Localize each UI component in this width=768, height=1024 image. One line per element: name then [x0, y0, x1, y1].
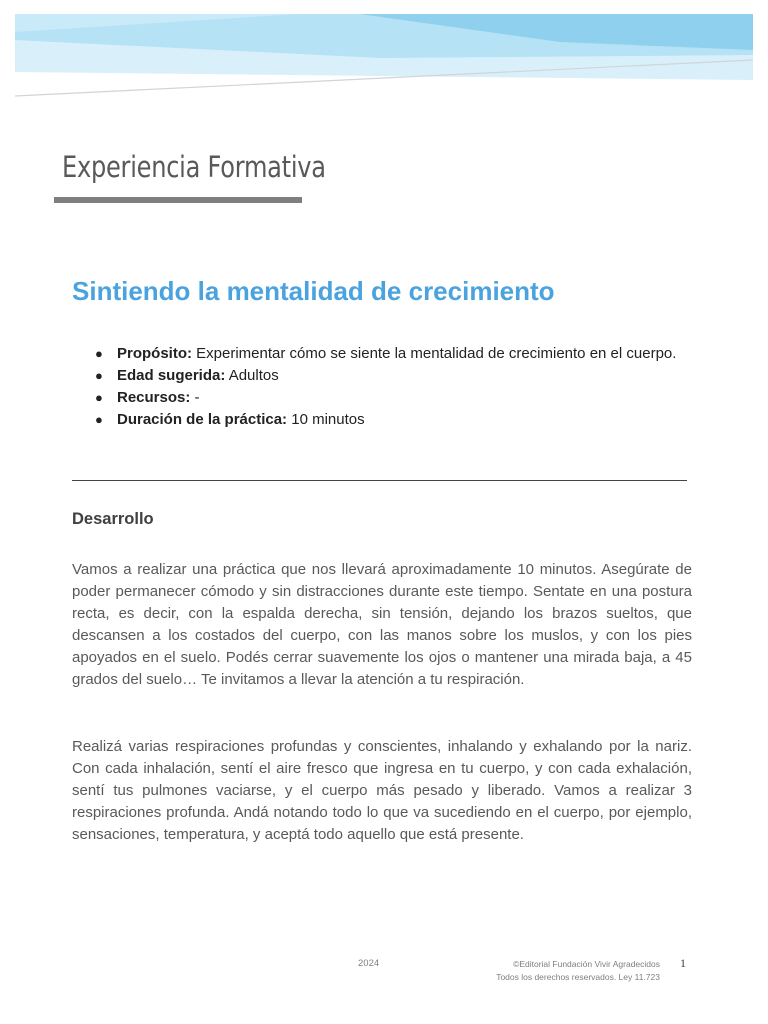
bullet-icon: ● — [95, 368, 103, 383]
detail-item-age — [95, 365, 695, 387]
bullet-icon: ● — [95, 412, 103, 427]
detail-item-resources — [95, 387, 695, 409]
bullet-icon: ● — [95, 346, 103, 361]
page-number: 1 — [680, 956, 686, 970]
section-header-title: Experiencia Formativa — [62, 150, 326, 184]
footer-copyright-line-2: Todos los derechos reservados. Ley 11.723 — [496, 972, 660, 982]
footer-copyright-line-1: ©Editorial Fundación Vivir Agradecidos — [513, 959, 660, 969]
body-paragraph-1: Vamos a realizar una práctica que nos llevará aproximadamente 10 minutos. Asegúrate de poder permanecer cómodo y sin distracciones durante este tiempo. Sentate en una postura recta, es decir, con la espalda derecha, sin tensión, dejando los brazos sueltos, que descansen a los costados del cuerpo, con las manos sobre los muslos, y con los pies apoyados en el suelo. Podés cerrar suavemente los ojos o mantener una mirada baja, a 45 grados del suelo… Te invitamos a llevar la atención a tu respiración. — [72, 561, 692, 688]
practice-details-list — [95, 343, 695, 431]
detail-value: Experimentar cómo se siente la mentalidad de crecimiento en el cuerpo. — [192, 345, 677, 362]
detail-label: Duración de la práctica: — [117, 411, 288, 428]
detail-value: - — [190, 389, 200, 406]
footer-year: 2024 — [358, 958, 380, 969]
section-divider — [72, 480, 687, 481]
bullet-icon: ● — [95, 390, 103, 405]
detail-label: Edad sugerida: — [117, 367, 226, 384]
body-paragraph-2: Realizá varias respiraciones profundas y conscientes, inhalando y exhalando por la nariz. Con cada inhalación, sentí el aire fresco que ingresa en tu cuerpo, y con cada exhalación, sentí tus pulmones vaciarse, y el cuerpo más pesado y liberado. Vamos a realizar 3 respiraciones profunda. Andá notando todo lo que va sucediendo en el cuerpo, por ejemplo, sensaciones, temperatura, y aceptá todo aquello que está presente. — [72, 738, 692, 843]
document-title: Sintiendo la mentalidad de crecimiento — [72, 276, 555, 306]
detail-label: Propósito: — [117, 345, 192, 362]
detail-value: Adultos — [225, 367, 279, 384]
section-header-rule — [54, 197, 302, 203]
header-banner — [0, 0, 768, 110]
detail-value: 10 minutos — [287, 411, 365, 428]
section-heading-desarrollo: Desarrollo — [72, 510, 154, 528]
detail-item-duration — [95, 409, 695, 431]
detail-item-purpose — [95, 343, 695, 365]
detail-label: Recursos: — [117, 389, 191, 406]
footer-copyright — [496, 958, 660, 984]
